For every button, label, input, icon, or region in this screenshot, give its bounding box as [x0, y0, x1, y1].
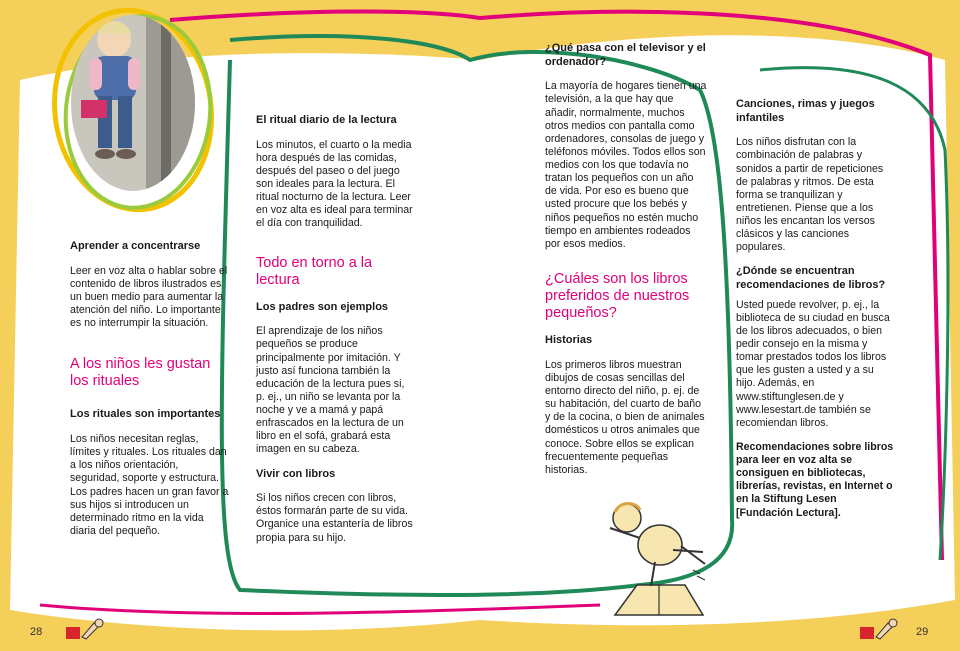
paragraph-songs: Los niños disfrutan con la combinación de palabras y sonidos a partir de repeticiones de palabras y ritmos. De esta forma se tranquilizan y entretienen. Piense que a los niños les encantan los versos clásicos y las canciones populares. [736, 136, 884, 254]
middle-column [256, 114, 416, 556]
paragraph-stories: Los primeros libros muestran dibujos de cosas sencillas del entorno directo del niño, p. ej. de su habitación, del cuarto de baño y de la cocina, o bien de animales domésticos u otros animales que conoce. Sobre ellos se explican frecuentemente pequeñas historias. [545, 358, 705, 476]
left-column [70, 240, 230, 549]
paragraph-tv: La mayoría de hogares tienen una televisión, a la que hay que añadir, normalmente, muchos otros medios con pantalla como ordenadores, consolas de juego y teléfonos móviles. Todos ellos son medios con los que todavía no tratan los pequeños con un año de vida. Por eso es bueno que usted procure que los bebés y niños pequeños no estén mucho tiempo en ambientes rodeados por esos medios. [545, 80, 707, 250]
heading-where-recommendations: ¿Dónde se encuentran recomendaciones de libros? [736, 265, 886, 291]
paragraph-living-with-books: Si los niños crecen con libros, éstos formarán parte de su vida. Organice una estantería de libros propia para su hijo. [256, 492, 413, 544]
heading-living-with-books: Vivir con libros [256, 467, 336, 480]
child-photo [66, 8, 200, 198]
title-reading: Todo en torno a la lectura [256, 254, 373, 288]
page-number-left: 28 [30, 626, 43, 638]
book-mascot-icon [64, 617, 108, 643]
page-number-right: 29 [916, 626, 929, 638]
third-column [545, 42, 707, 488]
paragraph-where-recommendations: Usted puede revolver, p. ej., la biblioteca de su ciudad en busca de los libros adecuados, o bien pedir consejo en la misma y tomar prestados todos los libros que les gusten a usted y a su hijo. Además, en www.stiftunglesen.de y www.lesestart.de también se recomiendan libros. [736, 298, 890, 429]
paragraph-recommendations: Recomendaciones sobre libros para leer en voz alta se consiguen en bibliotecas, librerías, revistas, en Internet o en la Stiftung Lesen [Fundación Lectura]. [736, 440, 894, 519]
heading-concentrate: Aprender a concentrarse [70, 240, 201, 252]
title-rituals: A los niños les gustan los rituales [70, 356, 211, 390]
heading-parents-example: Los padres son ejemplos [256, 300, 389, 313]
book-mascot-icon [858, 617, 902, 643]
heading-stories: Historias [545, 334, 593, 347]
title-favorite-books: ¿Cuáles son los libros preferidos de nuestros pequeños? [545, 270, 690, 322]
right-column [736, 98, 896, 531]
heading-rituals: Los rituales son importantes [70, 408, 221, 421]
paragraph-daily-ritual: Los minutos, el cuarto o la media hora después de las comidas, después del paseo o del juego son ideales para la lectura. El ritual nocturno de la lectura. Leer en voz alta es ideal para terminar el día con tranquilidad. [256, 138, 413, 230]
heading-tv: ¿Qué pasa con el televisor y el ordenador? [545, 42, 706, 68]
girl-on-book-illustration [585, 490, 720, 625]
paragraph-rituals: Los niños necesitan reglas, límites y rituales. Los rituales dan a los niños orientación, seguridad, soporte y estructura. Los padres hacen un gran favor a sus hijos si introducen un determinado ritmo en la vida diaria del pequeño. [70, 433, 229, 537]
heading-daily-ritual: El ritual diario de la lectura [256, 114, 397, 126]
paragraph-concentrate: Leer en voz alta o hablar sobre el contenido de libros ilustrados es un buen medio para aumentar la atención del niño. Lo importante es no interrumpir la situación. [70, 264, 228, 330]
paragraph-parents-example: El aprendizaje de los niños pequeños se produce principalmente por imitación. Y justo así funciona también la educación de la lectura pues si, p. ej., un niño se levanta por la noche y ve a mamá y papá enfrascados en la lectura de un libro en el sofá, grabará esta imagen en su cabeza. [256, 325, 405, 456]
heading-songs: Canciones, rimas y juegos infantiles [736, 98, 875, 124]
